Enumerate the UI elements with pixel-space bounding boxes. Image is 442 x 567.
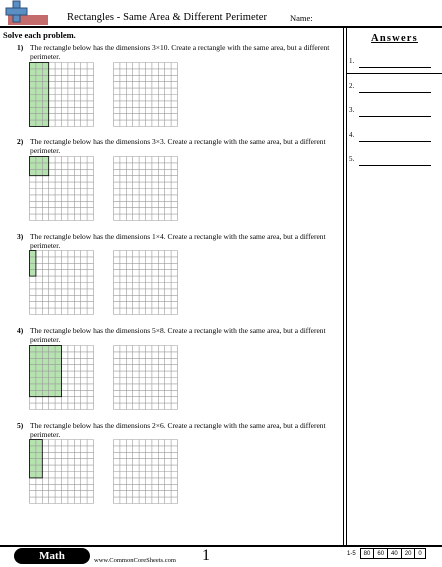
answer-row[interactable] [347, 57, 442, 69]
score-range: 1-5 [347, 550, 356, 557]
worksheet-title: Rectangles - Same Area & Different Perimeter [67, 12, 268, 23]
problem-text: The rectangle below has the dimensions 1×4. Create a rectangle with the same area, but a different perimeter. [30, 232, 326, 250]
answer-number: 4. [349, 131, 355, 139]
answer-line[interactable] [359, 116, 431, 117]
page-number: 1 [202, 547, 210, 564]
grid-svg [29, 439, 94, 504]
grid-svg [29, 345, 94, 410]
grid-svg[interactable] [113, 439, 178, 504]
answer-drawing-grid[interactable] [113, 62, 178, 127]
given-rectangle-grid [29, 345, 94, 410]
answer-line[interactable] [359, 67, 431, 68]
answer-row[interactable] [347, 155, 442, 167]
problem-number: 3) [17, 232, 24, 241]
answer-number: 5. [349, 155, 355, 163]
answer-row[interactable] [347, 131, 442, 143]
answer-row[interactable] [347, 82, 442, 94]
grid-svg[interactable] [113, 62, 178, 127]
problem-text: The rectangle below has the dimensions 3×3. Create a rectangle with the same area, but a different perimeter. [30, 137, 326, 155]
answers-panel [343, 28, 442, 545]
math-badge: Math [14, 548, 90, 564]
score-cell: 40 [388, 549, 402, 559]
problem-text: The rectangle below has the dimensions 2×6. Create a rectangle with the same area, but a different perimeter. [30, 421, 326, 439]
answer-drawing-grid[interactable] [113, 439, 178, 504]
given-rectangle-grid [29, 250, 94, 315]
answer-number: 2. [349, 82, 355, 90]
grid-svg [29, 62, 94, 127]
problem-number: 4) [17, 326, 24, 335]
score-cell: 0 [415, 549, 425, 559]
answer-drawing-grid[interactable] [113, 345, 178, 410]
answers-divider [347, 73, 442, 74]
grid-svg[interactable] [113, 345, 178, 410]
grid-svg[interactable] [113, 156, 178, 221]
answer-drawing-grid[interactable] [113, 156, 178, 221]
score-cell: 20 [401, 549, 415, 559]
given-rectangle-grid [29, 439, 94, 504]
answer-drawing-grid[interactable] [113, 250, 178, 315]
answer-number: 1. [349, 57, 355, 65]
given-rectangle-grid [29, 62, 94, 127]
footer-divider [0, 545, 442, 547]
problem-number: 2) [17, 137, 24, 146]
problem-number: 1) [17, 43, 24, 52]
given-rectangle [30, 157, 49, 176]
score-cell: 60 [374, 549, 388, 559]
grid-svg [29, 156, 94, 221]
answer-line[interactable] [359, 92, 431, 93]
website-link[interactable]: www.CommonCoreSheets.com [94, 557, 176, 564]
problem-text: The rectangle below has the dimensions 5×8. Create a rectangle with the same area, but a different perimeter. [30, 326, 326, 344]
answer-line[interactable] [359, 165, 431, 166]
answer-line[interactable] [359, 141, 431, 142]
grid-svg[interactable] [113, 250, 178, 315]
problem-text: The rectangle below has the dimensions 3×10. Create a rectangle with the same area, but a different perimeter. [30, 43, 330, 61]
score-table [344, 548, 426, 559]
answer-number: 3. [349, 106, 355, 114]
answers-title: Answers [371, 33, 418, 44]
given-rectangle-grid [29, 156, 94, 221]
name-label: Name: [290, 13, 313, 23]
score-cell: 80 [360, 549, 374, 559]
grid-svg [29, 250, 94, 315]
plus-logo-icon [0, 0, 48, 26]
problem-number: 5) [17, 421, 24, 430]
answer-row[interactable] [347, 106, 442, 118]
instructions: Solve each problem. [3, 30, 76, 40]
